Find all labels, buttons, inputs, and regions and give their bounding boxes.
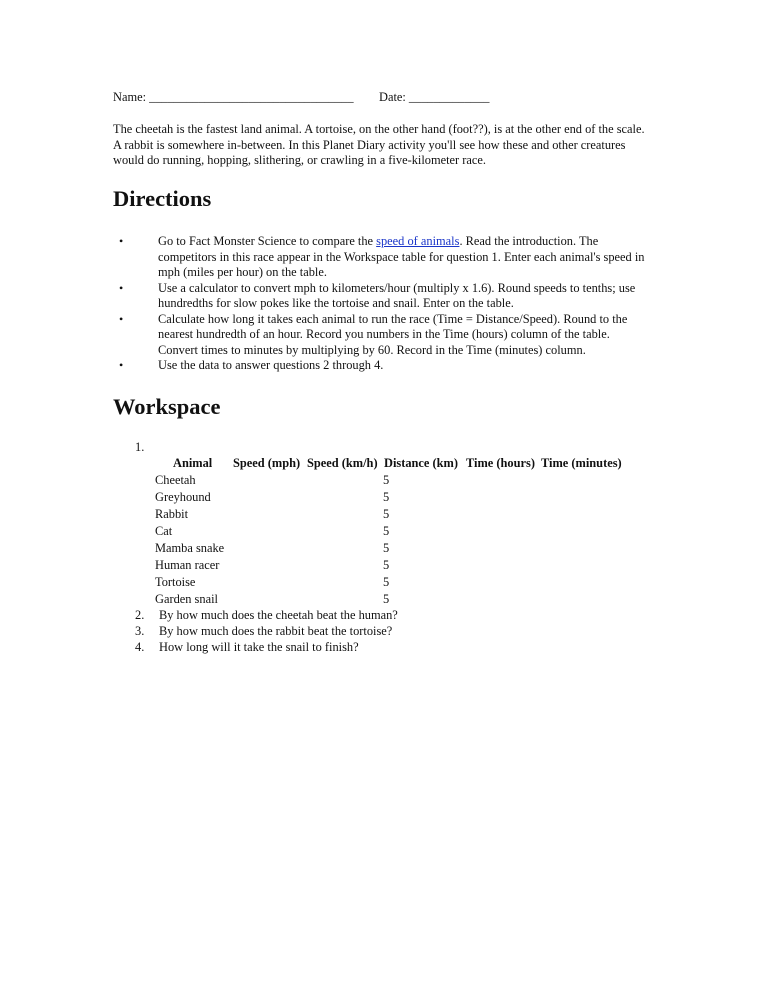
table-row (155, 524, 390, 540)
name-date-line (113, 90, 490, 106)
directions-item (113, 358, 673, 374)
question-number: 4. (135, 640, 145, 654)
directions-text: mph (miles per hour) on the table. (158, 265, 327, 279)
directions-text: competitors in this race appear in the Workspace table for question 1. Enter each animal's speed in (158, 249, 645, 264)
question-text: How long will it take the snail to finish? (159, 640, 359, 654)
column-header-time-hours: Time (hours) (466, 456, 535, 470)
table-row (155, 541, 390, 557)
intro-line: The cheetah is the fastest land animal. A tortoise, on the other hand (foot??), is at the other end of the scale. (113, 122, 645, 136)
question-item (135, 608, 398, 624)
question-item (135, 624, 393, 640)
distance-cell: 5 (383, 575, 390, 589)
intro-line: A rabbit is somewhere in-between. In this Planet Diary activity you'll see how these and other creatures (113, 137, 626, 152)
column-header-speed-kmh: Speed (km/h) (307, 456, 378, 470)
table-row (155, 575, 390, 591)
directions-text: Use the data to answer questions 2 through 4. (158, 358, 384, 372)
animal-cell: Human racer (155, 558, 220, 572)
table-row (155, 490, 390, 506)
bullet-icon: • (119, 234, 124, 248)
question-number: 3. (135, 624, 145, 638)
animal-cell: Cheetah (155, 473, 196, 487)
table-row (155, 473, 390, 489)
distance-cell: 5 (383, 507, 390, 521)
question-text: By how much does the cheetah beat the human? (159, 608, 398, 622)
directions-list (113, 234, 673, 374)
animal-cell: Cat (155, 524, 173, 538)
bullet-icon: • (119, 358, 124, 372)
table-row (155, 507, 390, 523)
directions-text: Use a calculator to convert mph to kilometers/hour (multiply x 1.6). Round speeds to tenths; use (158, 280, 636, 295)
animal-cell: Tortoise (155, 575, 196, 589)
distance-cell: 5 (383, 490, 390, 504)
column-header-animal: Animal (173, 456, 213, 470)
intro-line: would do running, hopping, slithering, or crawling in a five-kilometer race. (113, 153, 487, 167)
bullet-icon: • (119, 280, 124, 295)
question-item (135, 640, 359, 656)
directions-item (113, 312, 673, 359)
question-number: 1. (135, 440, 145, 454)
animal-cell: Mamba snake (155, 541, 225, 555)
question-text: By how much does the rabbit beat the tortoise? (159, 624, 393, 638)
directions-text: Convert times to minutes by multiplying by 60. Record in the Time (minutes) column. (158, 342, 586, 357)
directions-item (113, 234, 673, 281)
table-row (155, 592, 390, 608)
directions-text: nearest hundredth of an hour. Record you numbers in the Time (hours) column of the table. (158, 327, 610, 341)
distance-cell: 5 (383, 592, 390, 606)
column-header-time-minutes: Time (minutes) (541, 456, 622, 470)
animal-cell: Greyhound (155, 490, 211, 504)
column-header-speed-mph: Speed (mph) (233, 456, 301, 470)
date-field-label: Date: _____________ (379, 90, 490, 104)
animal-cell: Garden snail (155, 592, 218, 606)
directions-text: Calculate how long it takes each animal to run the race (Time = Distance/Speed). Round to the (158, 311, 628, 326)
directions-heading: Directions (113, 186, 212, 211)
distance-cell: 5 (383, 524, 390, 538)
directions-text: Go to Fact Monster Science to compare the (158, 234, 377, 248)
table-row (155, 558, 390, 574)
distance-cell: 5 (383, 541, 390, 555)
workspace-heading: Workspace (113, 394, 221, 419)
distance-cell: 5 (383, 558, 390, 572)
distance-cell: 5 (383, 473, 390, 487)
directions-text: hundredths for slow pokes like the tortoise and snail. Enter on the table. (158, 296, 514, 310)
bullet-icon: • (119, 311, 124, 326)
directions-text: . Read the introduction. The (459, 234, 599, 248)
question-number: 2. (135, 608, 145, 622)
name-field-label: Name: _________________________________ (113, 90, 354, 104)
animal-cell: Rabbit (155, 507, 189, 521)
speed-of-animals-link[interactable]: speed of animals (376, 234, 460, 248)
intro-paragraph (113, 122, 673, 169)
column-header-distance: Distance (km) (384, 456, 458, 470)
directions-item (113, 281, 673, 312)
